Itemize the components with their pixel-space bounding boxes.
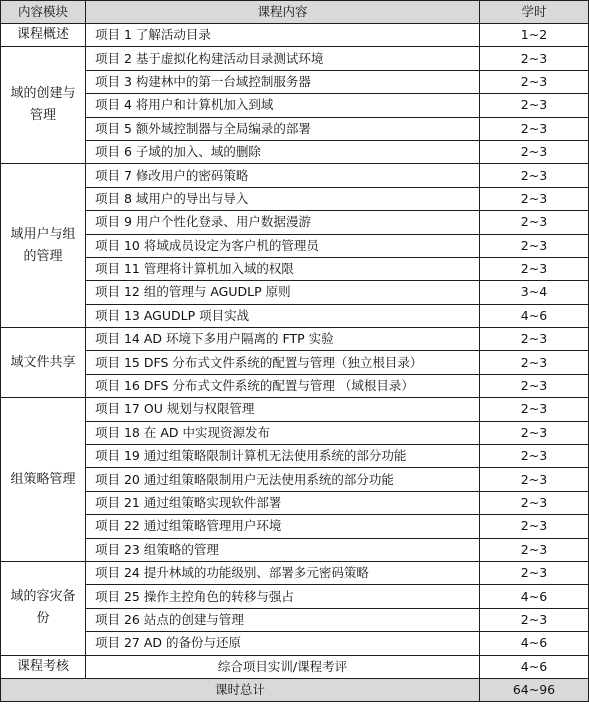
hours-cell: 3~4 <box>480 281 589 304</box>
total-row <box>1 678 589 701</box>
table-row <box>1 538 589 561</box>
hours-cell: 2~3 <box>480 468 589 491</box>
table-row <box>1 164 589 187</box>
hours-cell: 2~3 <box>480 538 589 561</box>
hours-cell: 2~3 <box>480 187 589 210</box>
content-cell: 项目 11 管理将计算机加入域的权限 <box>86 257 480 280</box>
table-row <box>1 374 589 397</box>
table-row <box>1 94 589 117</box>
table-row <box>1 351 589 374</box>
content-cell: 项目 26 站点的创建与管理 <box>86 608 480 631</box>
hours-cell: 2~3 <box>480 234 589 257</box>
content-cell: 项目 16 DFS 分布式文件系统的配置与管理 （域根目录） <box>86 374 480 397</box>
content-cell: 项目 5 额外域控制器与全局编录的部署 <box>86 117 480 140</box>
hours-cell: 2~3 <box>480 561 589 584</box>
table-row <box>1 47 589 70</box>
hours-cell: 2~3 <box>480 398 589 421</box>
total-hours: 64~96 <box>480 678 589 701</box>
hours-cell: 4~6 <box>480 304 589 327</box>
table-row <box>1 468 589 491</box>
hours-cell: 4~6 <box>480 655 589 678</box>
table-row <box>1 211 589 234</box>
content-cell: 项目 2 基于虚拟化构建活动目录测试环境 <box>86 47 480 70</box>
hours-cell: 2~3 <box>480 328 589 351</box>
table-row <box>1 117 589 140</box>
content-cell: 项目 20 通过组策略限制用户无法使用系统的部分功能 <box>86 468 480 491</box>
table-row <box>1 70 589 93</box>
hours-cell: 2~3 <box>480 140 589 163</box>
total-label: 课时总计 <box>1 678 480 701</box>
table-body <box>1 24 589 679</box>
table-row <box>1 304 589 327</box>
content-cell: 项目 7 修改用户的密码策略 <box>86 164 480 187</box>
hours-cell: 1~2 <box>480 24 589 47</box>
content-cell: 项目 15 DFS 分布式文件系统的配置与管理（独立根目录） <box>86 351 480 374</box>
hours-cell: 2~3 <box>480 351 589 374</box>
content-cell: 项目 18 在 AD 中实现资源发布 <box>86 421 480 444</box>
table-row <box>1 585 589 608</box>
content-cell: 项目 24 提升林域的功能级别、部署多元密码策略 <box>86 561 480 584</box>
header-content: 课程内容 <box>86 1 480 24</box>
hours-cell: 2~3 <box>480 445 589 468</box>
module-cell: 域的创建与管理 <box>1 47 86 164</box>
content-cell: 项目 6 子域的加入、域的删除 <box>86 140 480 163</box>
table-row <box>1 187 589 210</box>
table-row <box>1 608 589 631</box>
content-cell: 项目 1 了解活动目录 <box>86 24 480 47</box>
content-cell: 项目 13 AGUDLP 项目实战 <box>86 304 480 327</box>
hours-cell: 2~3 <box>480 374 589 397</box>
hours-cell: 2~3 <box>480 257 589 280</box>
hours-cell: 2~3 <box>480 491 589 514</box>
table-row <box>1 445 589 468</box>
table-row <box>1 515 589 538</box>
content-cell: 项目 4 将用户和计算机加入到域 <box>86 94 480 117</box>
hours-cell: 4~6 <box>480 585 589 608</box>
hours-cell: 4~6 <box>480 632 589 655</box>
content-cell: 项目 25 操作主控角色的转移与强占 <box>86 585 480 608</box>
content-cell: 项目 12 组的管理与 AGUDLP 原则 <box>86 281 480 304</box>
content-cell: 项目 27 AD 的备份与还原 <box>86 632 480 655</box>
table-header-row <box>1 1 589 24</box>
hours-cell: 2~3 <box>480 94 589 117</box>
table-row <box>1 24 589 47</box>
table-row <box>1 491 589 514</box>
table-row <box>1 234 589 257</box>
hours-cell: 2~3 <box>480 211 589 234</box>
module-cell: 域的容灾备份 <box>1 561 86 655</box>
table-row <box>1 632 589 655</box>
module-cell: 域用户与组的管理 <box>1 164 86 328</box>
module-cell: 课程考核 <box>1 655 86 678</box>
table-row <box>1 328 589 351</box>
content-cell: 项目 9 用户个性化登录、用户数据漫游 <box>86 211 480 234</box>
hours-cell: 2~3 <box>480 608 589 631</box>
content-cell: 综合项目实训/课程考评 <box>86 655 480 678</box>
module-cell: 课程概述 <box>1 24 86 47</box>
content-cell: 项目 22 通过组策略管理用户环境 <box>86 515 480 538</box>
content-cell: 项目 21 通过组策略实现软件部署 <box>86 491 480 514</box>
table-row <box>1 561 589 584</box>
hours-cell: 2~3 <box>480 70 589 93</box>
content-cell: 项目 23 组策略的管理 <box>86 538 480 561</box>
header-hours: 学时 <box>480 1 589 24</box>
content-cell: 项目 19 通过组策略限制计算机无法使用系统的部分功能 <box>86 445 480 468</box>
content-cell: 项目 14 AD 环境下多用户隔离的 FTP 实验 <box>86 328 480 351</box>
content-cell: 项目 8 域用户的导出与导入 <box>86 187 480 210</box>
header-module: 内容模块 <box>1 1 86 24</box>
table-row <box>1 257 589 280</box>
hours-cell: 2~3 <box>480 164 589 187</box>
table-row <box>1 281 589 304</box>
table-row <box>1 140 589 163</box>
table-row <box>1 655 589 678</box>
content-cell: 项目 17 OU 规划与权限管理 <box>86 398 480 421</box>
hours-cell: 2~3 <box>480 47 589 70</box>
hours-cell: 2~3 <box>480 421 589 444</box>
content-cell: 项目 3 构建林中的第一台域控制服务器 <box>86 70 480 93</box>
hours-cell: 2~3 <box>480 117 589 140</box>
table-row <box>1 421 589 444</box>
module-cell: 组策略管理 <box>1 398 86 562</box>
table-row <box>1 398 589 421</box>
hours-cell: 2~3 <box>480 515 589 538</box>
module-cell: 域文件共享 <box>1 328 86 398</box>
content-cell: 项目 10 将域成员设定为客户机的管理员 <box>86 234 480 257</box>
